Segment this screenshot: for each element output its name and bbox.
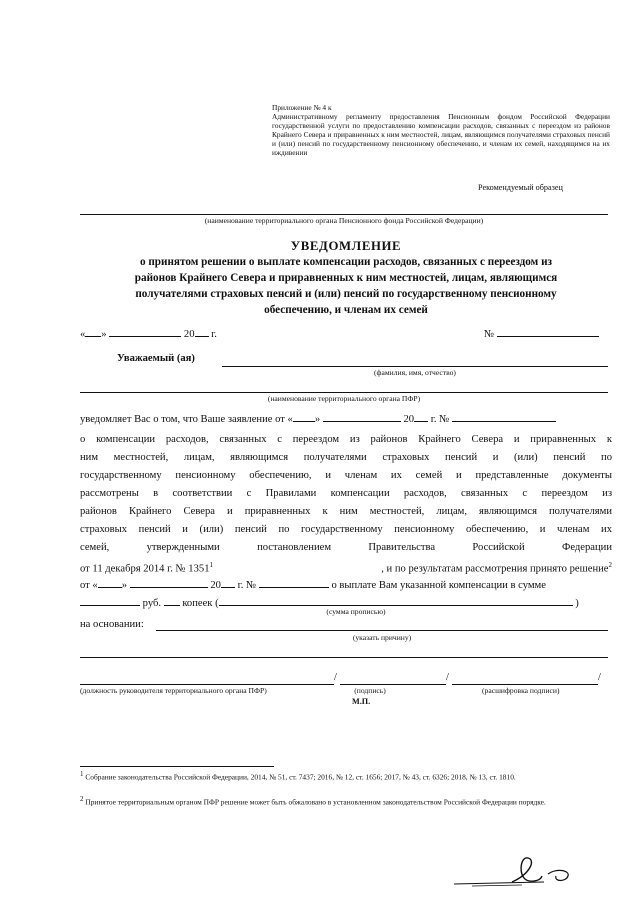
position-caption: (должность руководителя территориального органа ПФР)	[80, 686, 267, 695]
annex-number: Приложение № 4 к	[272, 103, 332, 112]
subtitle-line: получателями страховых пенсий и (или) пенсий по государственному пенсионному	[135, 288, 557, 300]
decision-ref	[381, 558, 612, 577]
slash-3: /	[598, 672, 601, 683]
org-caption: (наименование территориального органа Пенсионного фонда Российской Федерации)	[204, 216, 484, 225]
decree-text: от 11 декабря 2014 г. № 1351	[80, 563, 210, 575]
amount-kop-label: копеек (	[182, 598, 219, 609]
amount-rub-label: руб.	[142, 598, 162, 609]
body-paragraph-line: ним местностей, лицам, являющимся получателями страховых пенсий и (или) пенсий по	[80, 452, 612, 463]
footnote-text: Собрание законодательства Российской Федерации, 2014, № 51, ст. 7437; 2016, № 12, ст. 1656; 2017, № 43, ст. 6326; 2018, № 13, ст. 1810.	[85, 772, 516, 782]
document-subtitle	[80, 254, 612, 318]
date-month-field[interactable]	[109, 325, 181, 337]
decree-ref	[80, 558, 213, 577]
body-text: »	[121, 580, 128, 591]
document-title: УВЕДОМЛЕНИЕ	[290, 239, 402, 253]
date-open-quote: «	[80, 329, 86, 340]
body-paragraph-line: районов Крайнего Севера и приравненных к ним местностей, лицам, являющимся получателями	[80, 506, 612, 517]
date-year-suffix: г.	[211, 329, 217, 340]
footnote-mark: 1	[80, 770, 84, 778]
body-text: уведомляет Вас о том, что Ваше заявление от «	[80, 414, 293, 425]
body-paragraph-line: семей, утвержденными постановлением Правительства Российской Федерации	[80, 542, 612, 553]
amount-rub-field[interactable]	[80, 594, 140, 606]
decision-month-field[interactable]	[130, 576, 208, 588]
body-paragraph-line: страховых пенсий и (или) пенсий по государственному пенсионному обеспечению, и членам их	[80, 524, 612, 535]
body-text: г. №	[430, 414, 450, 425]
number-label: №	[484, 329, 495, 340]
annex-text: Административному регламенту предоставления Пенсионным фондом Российской Федерации государственной услуги по предоставлению компенсации расходов, связанных с переездом из районов Крайнего Севера и приравненных к ним местностей, лицам, являющимся получателями страховых пенсий и (или) пенсий по государственному пенсионному обеспечению, и членам их семей, находящимся на их иждивении	[272, 112, 610, 157]
recommended-label: Рекомендуемый образец	[478, 183, 563, 192]
subtitle-line: о принятом решении о выплате компенсации расходов, связанных с переездом из	[139, 256, 553, 268]
application-number-field[interactable]	[452, 410, 556, 422]
decode-caption: (расшифровка подписи)	[482, 686, 560, 695]
position-line[interactable]	[80, 684, 334, 685]
body-text: »	[314, 414, 321, 425]
fio-line[interactable]	[222, 366, 608, 367]
body-paragraph-line: о компенсации расходов, связанных с переездом из районов Крайнего Севера и приравненных к	[80, 434, 612, 445]
greeting: Уважаемый (ая)	[117, 353, 195, 364]
date-year-field[interactable]	[195, 325, 209, 337]
amount-kop-field[interactable]	[164, 594, 180, 606]
fio-caption: (фамилия, имя, отчество)	[374, 368, 456, 377]
application-year-field[interactable]	[414, 410, 428, 422]
basis-caption: (указать причину)	[352, 633, 412, 642]
subtitle-line: обеспечению, и членам их семей	[264, 304, 428, 316]
pfr-caption: (наименование территориального органа ПФР)	[267, 394, 421, 403]
sign-caption: (подпись)	[354, 686, 386, 695]
subtitle-line: районов Крайнего Севера и приравненных к ним местностей, лицам, являющимся	[134, 272, 558, 284]
footnote-mark: 2	[80, 795, 84, 803]
slash-1: /	[334, 672, 337, 683]
date-row	[80, 325, 217, 340]
date-close-quote: »	[101, 329, 107, 340]
amount-caption: (сумма прописью)	[326, 607, 386, 616]
sign-line[interactable]	[340, 684, 446, 685]
date-day-field[interactable]	[85, 325, 101, 337]
body-line-decision	[80, 576, 612, 593]
body-text: 20	[210, 580, 221, 591]
application-month-field[interactable]	[323, 410, 401, 422]
org-name-line	[80, 214, 608, 215]
decision-number-field[interactable]	[259, 576, 329, 588]
stamp-place: М.П.	[352, 697, 371, 706]
slash-2: /	[446, 672, 449, 683]
basis-extra-line[interactable]	[80, 657, 608, 658]
amount-close: )	[575, 598, 579, 609]
body-line-decree	[80, 558, 612, 577]
application-day-field[interactable]	[293, 410, 315, 422]
number-field[interactable]	[497, 325, 599, 337]
footnote-text: Принятое территориальным органом ПФР решение может быть обжаловано в установленном законодательством Российской Федерации порядке.	[85, 797, 546, 807]
pfr-name-line[interactable]	[80, 392, 608, 393]
footnote-2	[80, 795, 610, 806]
decode-line[interactable]	[452, 684, 598, 685]
body-text: 20	[403, 414, 415, 425]
body-text: г. №	[237, 580, 257, 591]
handwritten-signature	[452, 852, 602, 892]
basis-label: на основании:	[80, 619, 144, 630]
decision-year-field[interactable]	[221, 576, 235, 588]
date-year-prefix: 20	[183, 329, 195, 340]
decision-day-field[interactable]	[98, 576, 122, 588]
decision-text: , и по результатам рассмотрения принято решение	[381, 563, 609, 575]
body-paragraph-line: рассмотрены в соответствии с Правилами компенсации расходов, связанных с переездом из	[80, 488, 612, 499]
number-field-group	[484, 325, 599, 340]
basis-field[interactable]	[156, 630, 608, 631]
footnote-1	[80, 770, 610, 781]
body-paragraph-line: государственному пенсионному обеспечению, и членам их семей и представленные документы	[80, 470, 612, 481]
footnote-ref-1: 1	[209, 561, 213, 569]
footnote-ref-2: 2	[608, 561, 612, 569]
amount-words-field[interactable]	[219, 594, 573, 606]
body-text: о выплате Вам указанной компенсации в сумме	[331, 580, 546, 591]
body-text: от «	[80, 580, 98, 591]
body-line-1	[80, 410, 612, 427]
footnote-separator	[80, 766, 274, 767]
annex-header	[272, 103, 610, 157]
